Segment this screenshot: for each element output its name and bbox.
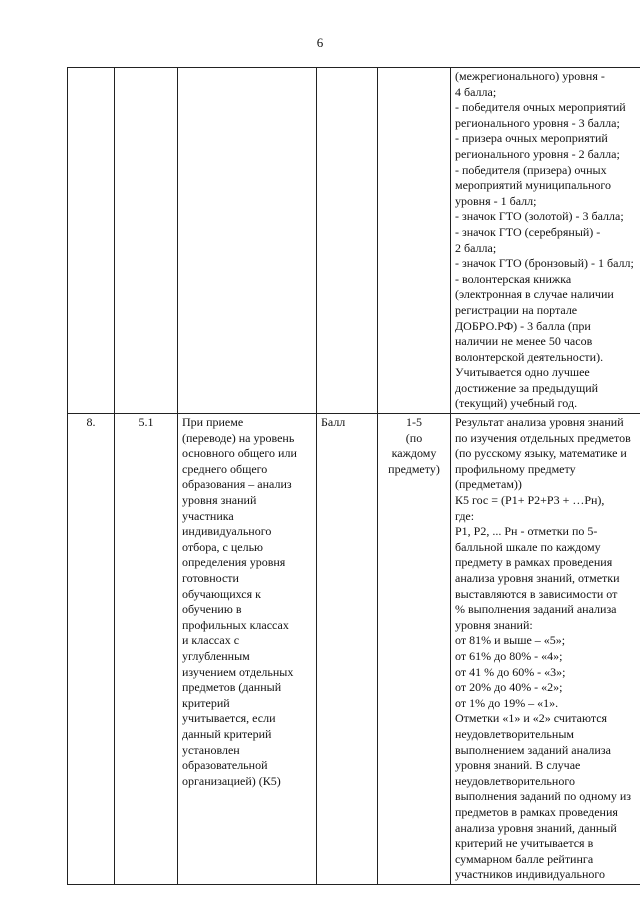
text-line: данный критерий bbox=[182, 726, 272, 741]
text-line: - значок ГТО (серебряный) - bbox=[455, 224, 601, 239]
text-line: Отметки «1» и «2» считаются bbox=[455, 711, 608, 726]
text-line: регионального уровня - 2 балла; bbox=[455, 146, 620, 161]
text-line: готовности bbox=[182, 571, 239, 585]
cell-range bbox=[378, 414, 451, 885]
text-line: предметов в рамках проведения bbox=[455, 804, 618, 819]
cell-unit bbox=[317, 68, 378, 414]
text-line: от 20% до 40% - «2»; bbox=[455, 680, 563, 695]
text-line: регистрации на портале bbox=[455, 302, 578, 317]
text-line: 4 балла; bbox=[455, 84, 497, 99]
text-line: - волонтерская книжка bbox=[455, 271, 572, 286]
text-line: достижение за предыдущий bbox=[455, 380, 599, 395]
text-line: организацией) (К5) bbox=[182, 773, 281, 788]
text-line: участников индивидуального bbox=[455, 867, 606, 882]
text-line: (электронная в случае наличии bbox=[455, 287, 614, 302]
cell-subnumber: 5.1 bbox=[115, 414, 178, 885]
text-line: волонтерской деятельности). bbox=[455, 349, 604, 364]
text-line: отбора, с целью bbox=[182, 539, 264, 554]
text-line: регионального уровня - 3 балла; bbox=[455, 115, 620, 130]
text-line: Учитывается одно лучшее bbox=[455, 365, 590, 380]
text-line: анализа уровня знаний, данный bbox=[455, 820, 617, 835]
text-line: критерий bbox=[182, 695, 230, 710]
criteria-table bbox=[67, 67, 640, 885]
text-line: и классах с bbox=[182, 633, 240, 648]
text-line: предмету) bbox=[388, 461, 440, 476]
cell-number bbox=[68, 68, 115, 414]
text-line: среднего общего bbox=[182, 461, 268, 476]
text-line: профильному предмету bbox=[455, 461, 576, 476]
text-line: анализа уровня знаний, отметки bbox=[455, 571, 620, 585]
cell-unit: Балл bbox=[317, 414, 378, 885]
text-line: по изучения отдельных предметов bbox=[455, 430, 631, 445]
text-line: выполнения заданий по одному из bbox=[455, 789, 631, 804]
text-line: предмету в рамках проведения bbox=[455, 555, 613, 570]
text-line: К5 гос = (Р1+ Р2+Р3 + …Рн), bbox=[455, 493, 605, 508]
text-line: (межрегионального) уровня - bbox=[455, 69, 605, 83]
text-line: предметов (данный bbox=[182, 680, 282, 695]
text-line: неудовлетворительным bbox=[455, 726, 574, 741]
cell-range bbox=[378, 68, 451, 414]
text-line: ДОБРО.РФ) - 3 балла (при bbox=[455, 318, 591, 333]
text-line: Р1, Р2, ... Рн - отметки по 5- bbox=[455, 524, 598, 539]
text-line: профильных классах bbox=[182, 617, 289, 632]
text-line: от 81% и выше – «5»; bbox=[455, 633, 566, 648]
text-line: выставляются в зависимости от bbox=[455, 586, 618, 601]
text-line: неудовлетворительного bbox=[455, 773, 575, 788]
text-line: от 61% до 80% - «4»; bbox=[455, 648, 563, 663]
text-line: % выполнения заданий анализа bbox=[455, 602, 617, 617]
text-line: - победителя очных мероприятий bbox=[455, 100, 626, 115]
text-line: - значок ГТО (бронзовый) - 1 балл; bbox=[455, 256, 634, 271]
cell-subnumber bbox=[115, 68, 178, 414]
text-line: основного общего или bbox=[182, 446, 297, 461]
text-line: образования – анализ bbox=[182, 477, 292, 492]
text-line: каждому bbox=[391, 446, 437, 461]
table-row bbox=[68, 68, 640, 414]
text-line: участника bbox=[182, 508, 234, 523]
text-line: выполнением заданий анализа bbox=[455, 742, 611, 757]
text-line: суммарном балле рейтинга bbox=[455, 851, 594, 866]
text-line: 1-5 bbox=[406, 415, 422, 430]
text-line: учитывается, если bbox=[182, 711, 276, 726]
text-line: образовательной bbox=[182, 758, 268, 773]
text-line: мероприятий муниципального bbox=[455, 178, 612, 193]
text-line: уровня - 1 балл; bbox=[455, 193, 537, 208]
text-line: установлен bbox=[182, 742, 240, 757]
text-line: (текущий) учебный год. bbox=[455, 396, 578, 411]
text-line: балльной шкале по каждому bbox=[455, 539, 601, 554]
text-line: уровня знаний: bbox=[455, 617, 533, 632]
text-line: где: bbox=[455, 508, 475, 523]
page-number: 6 bbox=[316, 35, 324, 50]
text-line: - призера очных мероприятий bbox=[455, 131, 608, 146]
text-line: Результат анализа уровня знаний bbox=[455, 415, 624, 430]
table-row bbox=[68, 414, 640, 885]
text-line: 2 балла; bbox=[455, 240, 497, 255]
text-line: (переводе) на уровень bbox=[182, 430, 295, 445]
cell-criterion bbox=[178, 414, 317, 885]
cell-description bbox=[451, 68, 640, 414]
text-line: уровня знаний. В случае bbox=[455, 758, 581, 773]
text-line: - победителя (призера) очных bbox=[455, 162, 607, 177]
text-line: (по русскому языку, математике и bbox=[455, 446, 627, 461]
text-line: изучением отдельных bbox=[182, 664, 294, 679]
text-line: (по bbox=[405, 430, 423, 445]
text-line: обучению в bbox=[182, 602, 242, 617]
text-line: уровня знаний bbox=[182, 493, 257, 508]
text-line: При приеме bbox=[182, 415, 244, 430]
text-line: обучающихся к bbox=[182, 586, 261, 601]
text-line: индивидуального bbox=[182, 524, 272, 539]
text-line: определения уровня bbox=[182, 555, 286, 570]
text-line: - значок ГТО (золотой) - 3 балла; bbox=[455, 209, 624, 224]
text-line: от 1% до 19% – «1». bbox=[455, 695, 559, 710]
cell-description bbox=[451, 414, 640, 885]
text-line: углубленным bbox=[182, 648, 250, 663]
text-line: наличии не менее 50 часов bbox=[455, 334, 593, 349]
cell-criterion bbox=[178, 68, 317, 414]
cell-number: 8. bbox=[68, 414, 115, 885]
text-line: (предметам)) bbox=[455, 477, 522, 492]
text-line: критерий не учитывается в bbox=[455, 836, 594, 851]
text-line: от 41 % до 60% - «3»; bbox=[455, 664, 566, 679]
